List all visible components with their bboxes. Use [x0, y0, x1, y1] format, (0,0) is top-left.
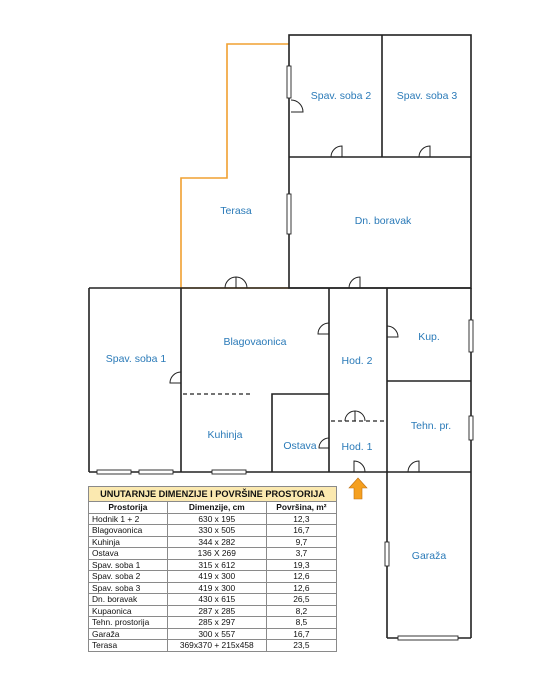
cell-area: 9,7 — [266, 536, 336, 548]
table-row — [89, 559, 337, 571]
cell-room: Spav. soba 2 — [89, 571, 168, 583]
room-label-hod-2: Hod. 2 — [341, 355, 373, 367]
cell-dimensions: 430 x 615 — [167, 594, 266, 606]
room-label-spav-soba-3: Spav. soba 3 — [396, 90, 458, 102]
cell-room: Garaža — [89, 628, 168, 640]
cell-area: 16,7 — [266, 525, 336, 537]
cell-dimensions: 315 x 612 — [167, 559, 266, 571]
upper-block-walls — [289, 35, 471, 288]
cell-dimensions: 136 X 269 — [167, 548, 266, 560]
cell-room: Ostava — [89, 548, 168, 560]
table-row — [89, 582, 337, 594]
door-swings — [170, 100, 430, 472]
cell-area: 12,3 — [266, 513, 336, 525]
room-label-kuhinja: Kuhinja — [207, 429, 243, 441]
table-header-row — [89, 502, 337, 514]
cell-room: Kupaonica — [89, 605, 168, 617]
cell-area: 3,7 — [266, 548, 336, 560]
cell-area: 26,5 — [266, 594, 336, 606]
table-row — [89, 617, 337, 629]
table-row — [89, 640, 337, 652]
table-row — [89, 571, 337, 583]
room-label-kup: Kup. — [418, 331, 440, 343]
cell-dimensions: 630 x 195 — [167, 513, 266, 525]
arrow-up-icon — [349, 478, 367, 499]
table-row — [89, 594, 337, 606]
dimensions-table — [88, 486, 337, 652]
table-row — [89, 548, 337, 560]
cell-dimensions: 419 x 300 — [167, 582, 266, 594]
room-label-spav-soba-2: Spav. soba 2 — [310, 90, 372, 102]
cell-room: Kuhinja — [89, 536, 168, 548]
cell-dimensions: 285 x 297 — [167, 617, 266, 629]
cell-dimensions: 419 x 300 — [167, 571, 266, 583]
room-label-ostava: Ostava — [283, 440, 317, 452]
cell-area: 23,5 — [266, 640, 336, 652]
cell-room: Tehn. prostorija — [89, 617, 168, 629]
table-row — [89, 513, 337, 525]
table-row — [89, 536, 337, 548]
cell-area: 16,7 — [266, 628, 336, 640]
cell-dimensions: 344 x 282 — [167, 536, 266, 548]
table-row — [89, 525, 337, 537]
table-title: UNUTARNJE DIMENZIJE I POVRŠINE PROSTORIJA — [88, 486, 337, 501]
column-header-area: Površina, m² — [266, 502, 336, 514]
table-row — [89, 628, 337, 640]
lower-block-walls — [89, 288, 471, 472]
cell-room: Spav. soba 3 — [89, 582, 168, 594]
room-label-hod-1: Hod. 1 — [341, 441, 373, 453]
cell-area: 8,5 — [266, 617, 336, 629]
cell-area: 8,2 — [266, 605, 336, 617]
room-label-blagovaonica: Blagovaonica — [223, 336, 287, 348]
cell-dimensions: 287 x 285 — [167, 605, 266, 617]
cell-area: 19,3 — [266, 559, 336, 571]
room-label-terasa: Terasa — [220, 205, 252, 217]
cell-room: Hodnik 1 + 2 — [89, 513, 168, 525]
room-label-spav-soba-1: Spav. soba 1 — [105, 353, 167, 365]
terrace-outline — [181, 44, 289, 288]
room-label-dn-boravak: Dn. boravak — [354, 215, 412, 227]
column-header-room: Prostorija — [89, 502, 168, 514]
cell-room: Blagovaonica — [89, 525, 168, 537]
room-label-garaza: Garaža — [411, 550, 447, 562]
cell-room: Terasa — [89, 640, 168, 652]
cell-dimensions: 300 x 557 — [167, 628, 266, 640]
cell-area: 12,6 — [266, 571, 336, 583]
cell-room: Dn. boravak — [89, 594, 168, 606]
cell-room: Spav. soba 1 — [89, 559, 168, 571]
table-row — [89, 605, 337, 617]
column-header-dimensions: Dimenzije, cm — [167, 502, 266, 514]
cell-dimensions: 330 x 505 — [167, 525, 266, 537]
cell-dimensions: 369x370 + 215x458 — [167, 640, 266, 652]
cell-area: 12,6 — [266, 582, 336, 594]
room-label-tehn-pr: Tehn. pr. — [410, 420, 452, 432]
